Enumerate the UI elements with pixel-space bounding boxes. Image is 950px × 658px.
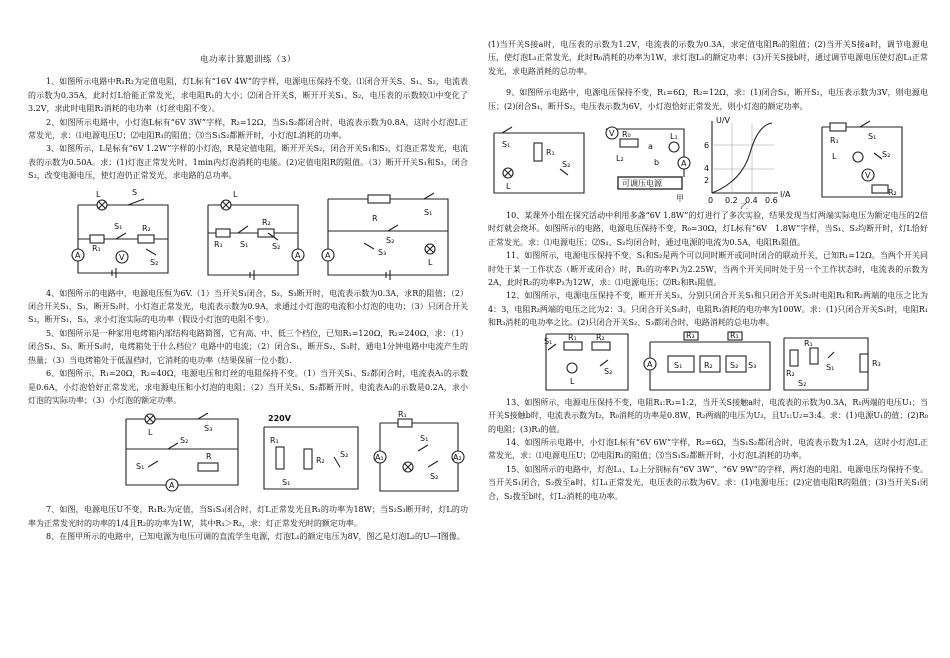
problem-6: 6、如图所示，R₁=20Ω，R₂=40Ω，电源电压和灯丝的电阻保持不变。（1）当开关S₁、S₂都闭合时，电流表A₁的示数是0.6A，小灯泡恰好正常发光，求电源电压和小灯泡的电阻；（2）当开关S₁、S₂都断开时，电流表A₂的示数是0.2A，求小灯泡的实际功率；（3）小灯泡的额定功率。 xyxy=(28,369,468,405)
fig11-voltmeter-label: V xyxy=(865,171,871,181)
fig3-s2-label: S₂ xyxy=(386,235,395,245)
fig1-r1-label: R₁ xyxy=(92,243,101,253)
problem-2: 2、如图所示电路中，小灯泡L标有“6V 3W”字样，R₂=12Ω，当S₁S₂都闭合时，电流表示数为0.8A，这时小灯泡L正常发光，求：⑴电源电压U；⑵电阻R₁的阻值；⑶当S₁S₂都断开时，小灯泡L消耗的功率。 xyxy=(28,117,468,141)
figure-row-4 xyxy=(488,330,928,396)
figure-row-1 xyxy=(28,183,468,287)
fig11-r2-label: R₂ xyxy=(888,188,897,198)
fig9-s2-label: S₂ xyxy=(562,160,571,170)
circuit-diagrams-9-11 xyxy=(488,113,928,209)
fig12-s1-label: S₁ xyxy=(544,336,553,346)
figure-row-3 xyxy=(488,113,928,209)
fig14-s2-label: S₂ xyxy=(798,378,807,388)
problem-11: 11、如图所示，电源电压保持不变，S₁和S₂是两个可以同时断开或同时闭合的联动开关，已知R₁=12Ω。当两个开关同时处于某一工作状态（断开或闭合）时，R₁的功率P₁为2.25W，当两个开关同时处于另一个工作状态时，电流表的示数为2A，此时R₂的功率P₂为12W，求：⑴电源电压；⑵R₂和R₁阻值。 xyxy=(488,251,928,288)
fig2-s2-label: S₂ xyxy=(272,241,281,251)
circuit-fig-13 xyxy=(644,331,770,390)
circuit-fig-6 xyxy=(126,413,238,491)
fig10-r0-label: R₀ xyxy=(622,130,631,140)
fig11-lamp-label: L xyxy=(832,152,837,162)
fig7-s1-label: S₁ xyxy=(282,478,291,488)
fig7-s2-label: S₂ xyxy=(340,450,349,460)
problem-5: 5、如图所示是一种家用电烤箱内部结构电路简图，它有高、中、低三个档位，已知R₁=120Ω，R₂=240Ω，求：（1）闭合S₁、S₃，断开S₂时，电烤箱处于什么档位？电路中的电流；（2）闭合S₁，断开S₂、S₃时，通电1分钟电路中电流产生的热量；（3）当电烤箱处于低温档时，它消耗的电功率（结果保留一位小数）． xyxy=(28,328,468,365)
fig9-r1-label: R₁ xyxy=(546,148,555,158)
problem-15: 15、如图所示的电路中，灯泡L₁、L₂上分别标有“6V 3W”、“6V 9W”的字样，两灯泡的电阻、电源电压均保持不变。当开关S₁闭合，S₂拨至a时，灯L₁正常发光，电压表的示数为6V。求：(1)电源电压；(2)定值电阻R的阻值；(3)当开关S₁闭合，S₂拨至b时，灯L₂消耗的电功率。 xyxy=(488,464,928,501)
fig13-r1-label: R₁ xyxy=(730,330,739,340)
graph-u-i xyxy=(704,116,791,209)
fig1-voltmeter-label: V xyxy=(119,252,125,262)
graph-caption: 乙 xyxy=(740,202,748,210)
fig3-s3-label: S₃ xyxy=(378,247,387,257)
fig10-voltmeter-label: V xyxy=(609,129,615,139)
fig11-s2-label: S₂ xyxy=(882,150,891,160)
problem-12: 12、如图所示，电源电压保持不变，断开开关S₃，分别只闭合开关S₁和只闭合开关S₂时电阻R₁和R₂两端的电压之比为4：3，电阻R₂两端的电压之比为2：3。只闭合开关S₃时，电阻R₃消耗的电功率为100W。求：(1)只闭合开关S₁时，电阻R₁和R₃消耗的电功率之比。(2)只闭合开关S₂、S₃都闭合时，电路消耗的总电功率。 xyxy=(488,291,928,328)
left-column xyxy=(28,0,468,544)
fig8-s1-label: S₁ xyxy=(420,434,429,444)
graph-x-tick-06: 0.6 xyxy=(765,196,778,206)
fig14-s1-label: S₁ xyxy=(826,362,835,372)
graph-y-tick-6: 6 xyxy=(704,141,710,151)
graph-y-tick-4: 4 xyxy=(704,164,710,174)
fig7-r2-label: R₂ xyxy=(316,456,325,466)
problem-7: 7、如图，电源电压U不变，R₁R₂为定值，当S₁S₃闭合时，灯L正常发光且R₁的功率为18W；当S₂S₃断开时，灯L的功率为正常发光时的功率的1/4且R₂的功率为1W，其中R₁＞R₂，求：灯正常发光时的额定功率。 xyxy=(28,505,468,528)
circuit-fig-7 xyxy=(264,414,358,489)
fig6-s1-label: S₁ xyxy=(136,462,145,472)
fig10-source-label: 可调压电源 xyxy=(622,179,662,189)
fig10-b-terminal: b xyxy=(654,158,660,168)
fig12-r1-label: R₁ xyxy=(568,332,577,342)
fig8-a1-label: A₁ xyxy=(375,453,384,463)
circuit-fig-11 xyxy=(822,121,902,197)
fig1-lamp-label: L xyxy=(96,189,101,199)
circuit-fig-9 xyxy=(494,127,584,193)
circuit-fig-8 xyxy=(374,410,464,491)
circuit-fig-10 xyxy=(606,127,690,203)
problem-1: 1、如图所示电路中R₁R₂为定值电阻，灯L标有“16V 4W”的字样，电源电压保持不变。⑴闭合开关S、S₁、S₂，电流表的示数为0.35A，此时灯L恰能正常发光，求电阻R₁的大小；⑵闭合开关S，断开开关S₁、S₂，电压表的示数较⑴中变化了3.2V，求此时电阻R₂消耗的电功率（灯丝电阻不变）。 xyxy=(28,77,468,114)
fig9-lamp-label: L xyxy=(506,182,511,192)
fig14-r2-label: R₂ xyxy=(786,368,795,378)
graph-x-axis-label: I/A xyxy=(780,190,791,200)
circuit-diagrams-1-3 xyxy=(28,183,468,287)
problem-14: 14、如图所示电路中，小灯泡L标有“6V 6W”字样，R₂=6Ω，当S₁S₂都闭合时，电流表示数为1.2A，这时小灯泡L正常发光，求：⑴电源电压U；⑵电阻R₁的阻值；⑶当S₁S₂都断开时，小灯泡L消耗的功率。 xyxy=(488,437,928,461)
fig3-s1-label: S₁ xyxy=(424,207,433,217)
fig7-r1-label: R₁ xyxy=(270,436,279,446)
fig2-r1-label: R₁ xyxy=(214,239,223,249)
problem-3: 3、如图所示，L是标有“6V 1.2W”字样的小灯泡，R是定值电阻，断开开关S₂，闭合开关S₁和S₃，灯泡正常发光，电流表的示数为0.50A。求：(1)灯泡正常发光时，1min内灯泡消耗的电能。(2)定值电阻R的阻值。（3）断开开关S₁和S₃，闭合S₂，改变电源电压，使灯泡仍正常发光，求电路的总功率。 xyxy=(28,144,468,181)
fig3-lamp-label: L xyxy=(428,257,433,267)
fig11-s1-label: S₁ xyxy=(868,132,877,142)
fig14-r1-label: R₁ xyxy=(804,338,813,348)
fig8-s2-label: S₂ xyxy=(430,472,439,482)
fig12-lamp-label: L xyxy=(570,376,575,386)
fig1-ammeter-label: A xyxy=(75,250,81,260)
problem-9: 9、如图所示电路中，电源电压保持不变，R₁=6Ω，R₂=12Ω，求：(1)闭合S₁，断开S₂，电压表示数为3V，则电源电压；(2)闭合S₁，断开S₂，电压表示数为6V，小灯泡恰好正常发光，则小灯泡的额定功率。 xyxy=(488,88,928,111)
circuit-diagrams-4-6 xyxy=(28,407,468,503)
fig12-s2-label: S₂ xyxy=(604,366,613,376)
fig13-s2-label: S₂ xyxy=(730,360,739,370)
fig1-s1-label: S₁ xyxy=(114,221,123,231)
fig7-voltage-label: 220V xyxy=(268,414,291,424)
problem-8: 8、在图甲所示的电路中，已知电源为电压可调的直流学生电源，灯泡L₁的额定电压为8V，图乙是灯泡L₂的U—I图像。 xyxy=(46,532,465,542)
right-column xyxy=(488,0,928,503)
fig13-r3-label: R₃ xyxy=(686,330,695,340)
graph-x-tick-04: 0.4 xyxy=(745,196,758,206)
fig10-ammeter-label: A xyxy=(681,159,687,169)
graph-y-tick-2: 2 xyxy=(704,176,710,186)
fig3-ammeter-label: A xyxy=(325,250,331,260)
problem-4: 4、如图所示的电路中，电源电压恒为6V.（1）当开关S₁闭合，S₂，S₃断开时，电流表示数为0.3A，求R的阻值；（2）闭合开关S₁，S₃，断开S₂时，小灯泡正常发光，电流表示数为0.9A，求通过小灯泡的电流和小灯泡的电功；（3）只闭合开关S₂，断开S₁，S₃，求小灯泡实际的电功率（假设小灯泡的电阻不变）。 xyxy=(28,288,468,325)
fig8-r1-label: R₁ xyxy=(398,410,407,420)
fig8-a2-label: A₂ xyxy=(453,453,462,463)
fig10-caption: 甲 xyxy=(676,194,684,204)
fig13-ammeter-label: A xyxy=(647,359,653,369)
fig6-s2-label: S₂ xyxy=(180,436,189,446)
fig2-s1-label: S₁ xyxy=(240,239,249,249)
problem-8-continued: (1)当开关S接a时，电压表的示数为1.2V，电流表的示数为0.3A，求定值电阻R₀的阻值；(2)当开关S接a时，调节电源电压，使灯泡L₁正常发光，此时R₀消耗的功率为1W，求灯泡L₁的额定功率；(3)开关S接b时，通过调节电源电压使灯泡L₁正常发光，求电路消耗的总功率。 xyxy=(488,40,928,76)
fig13-s3-label: S₃ xyxy=(748,360,757,370)
fig13-r2-label: R₂ xyxy=(704,360,713,370)
graph-y-axis-label: U/V xyxy=(716,116,731,126)
fig11-r1-label: R₁ xyxy=(830,136,839,146)
fig1-r2-label: R₂ xyxy=(142,223,151,233)
problem-10: 10、某课外小组在探究活动中利用多盏“6V 1.8W”的灯进行了多次实验，结果发现当灯两端实际电压为额定电压的2倍时灯就会烧坏。如图所示的电路，电源电压保持不变，R₀=30Ω，灯L标有“6V 1.8W”字样，当S₁、S₂均断开时，灯L恰好正常发光。求：⑴电源电压；⑵S₁、S₂均闭合时，通过电源的电流为0.5A，电阻R₁阻值。 xyxy=(488,211,928,247)
figure-row-2 xyxy=(28,407,468,503)
page-title: 电功率计算题训练（3） xyxy=(200,55,296,65)
fig1-s2-label: S₂ xyxy=(150,257,159,267)
fig2-lamp-label: L xyxy=(233,189,238,199)
fig2-r2-label: R₂ xyxy=(262,217,271,227)
fig1-s-label: S xyxy=(132,187,138,197)
circuit-fig-14 xyxy=(784,338,881,390)
circuit-fig-1 xyxy=(72,188,168,278)
circuit-diagrams-12-14 xyxy=(488,330,928,396)
fig6-s3-label: S₃ xyxy=(204,424,213,434)
fig12-r2-label: R₂ xyxy=(596,332,605,342)
fig14-r3-label: R₃ xyxy=(872,358,881,368)
fig13-s1-label: S₁ xyxy=(674,360,683,370)
graph-x-tick-02: 0.2 xyxy=(725,196,738,206)
fig6-ammeter-label: A xyxy=(169,481,175,491)
circuit-fig-12 xyxy=(544,333,628,390)
fig10-l1-label: L₁ xyxy=(670,132,678,142)
fig9-s1-label: S₁ xyxy=(502,140,511,150)
circuit-fig-3 xyxy=(322,193,448,280)
fig3-r-label: R xyxy=(372,213,378,223)
fig10-l2-label: L₂ xyxy=(616,154,624,164)
fig6-lamp-label: L xyxy=(148,428,153,438)
fig6-r-label: R xyxy=(206,452,212,462)
fig10-a-terminal: a xyxy=(648,142,653,152)
fig2-ammeter-label: A xyxy=(295,250,301,260)
problem-13: 13、如图所示，电源电压保持不变，电阻R₁:R₂=1:2，当开关S接触a时，电流表的示数为0.3A，R₁两端的电压U₁；当开关S接触b时，电流表示数为I₂，R₀消耗的功率是0.8W，R₂两端的电压为U₂，且U₁:U₂=3:4。求：(1)电源U₁的值；(2)R₀的电阻；(3)R₃的值。 xyxy=(488,397,928,434)
graph-x-tick-0: 0 xyxy=(708,196,714,206)
circuit-fig-2 xyxy=(208,190,304,280)
